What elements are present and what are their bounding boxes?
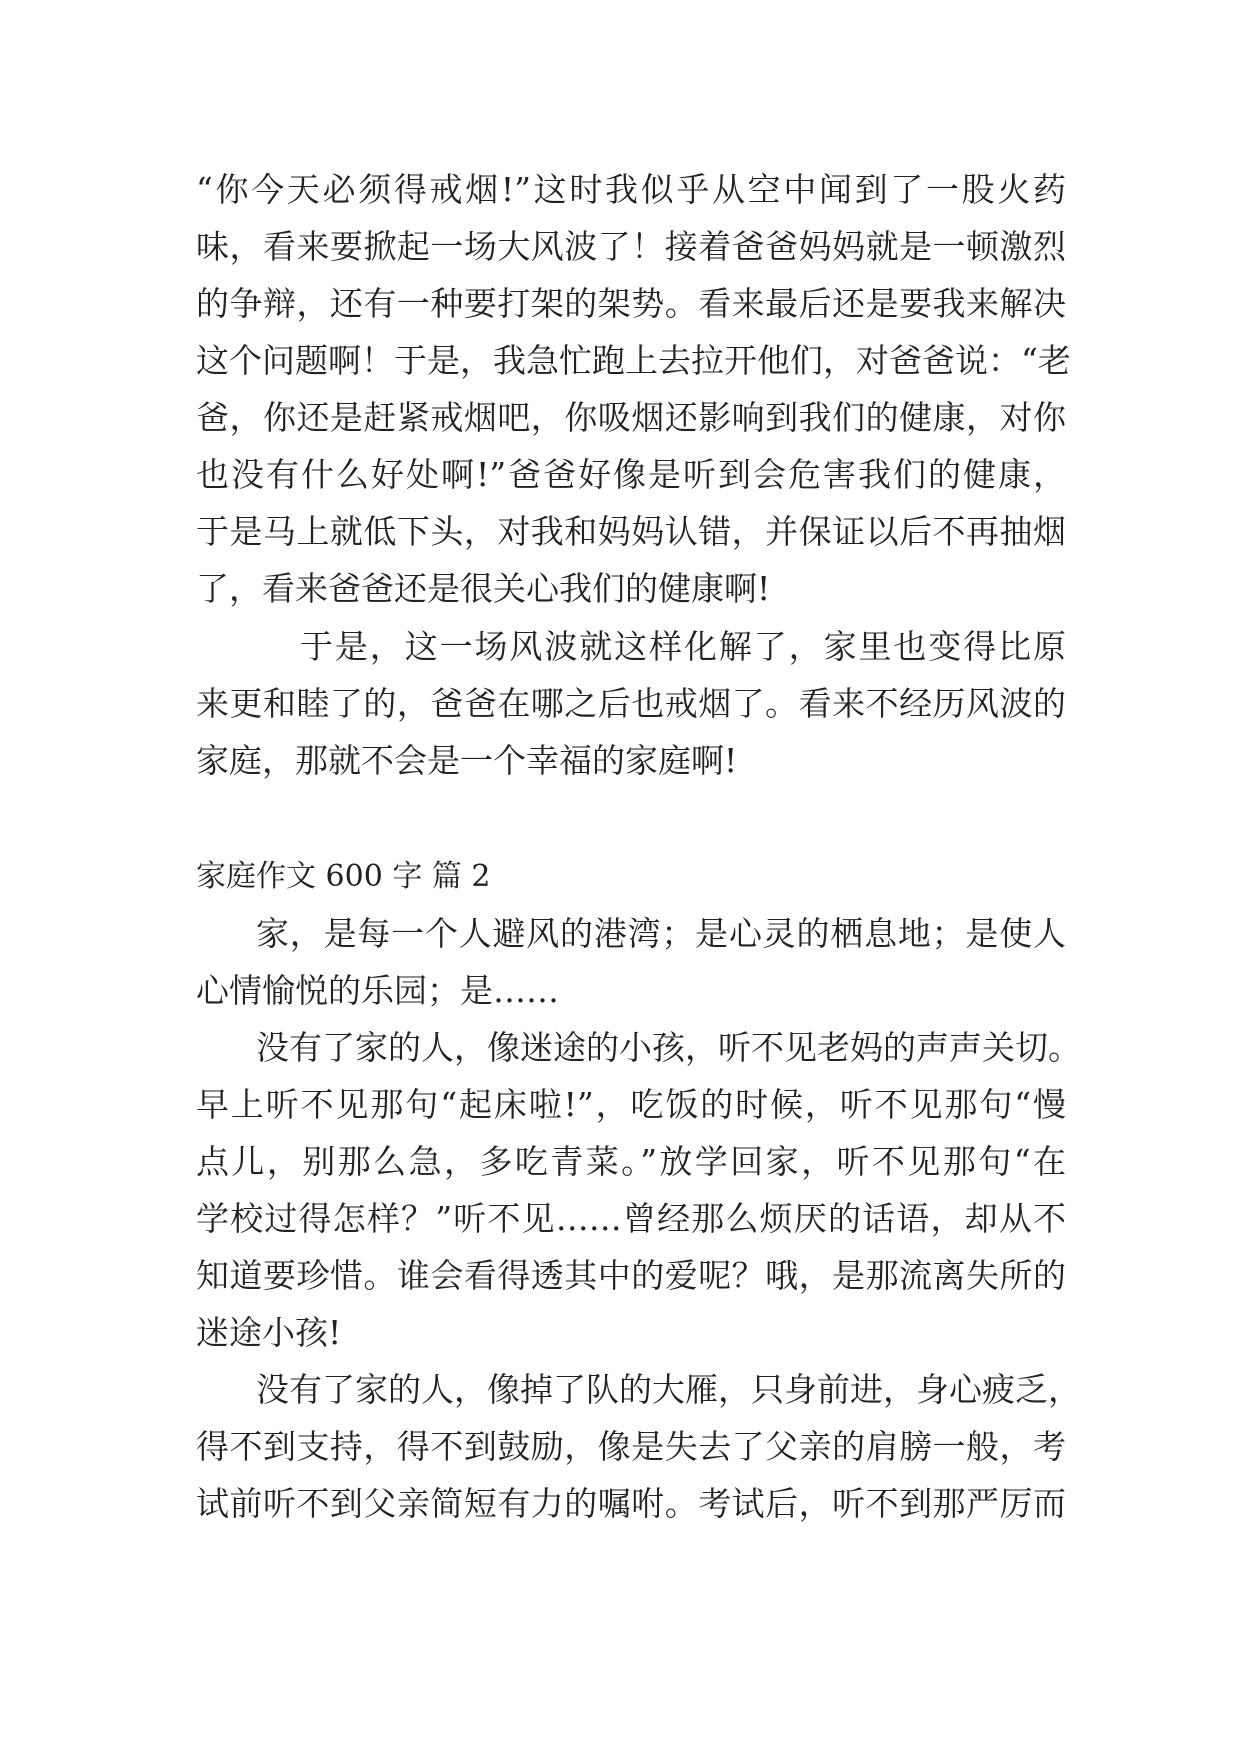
paragraph-line: 知道要珍惜。谁会看得透其中的爱呢？哦，是那流离失所的 (196, 1256, 1066, 1295)
paragraph-line: 的争辩，还有一种要打架的架势。看来最后还是要我来解决 (196, 284, 1066, 323)
paragraph-line: 于是马上就低下头，对我和妈妈认错，并保证以后不再抽烟 (196, 512, 1066, 551)
paragraph-line: 学校过得怎样？”听不见……曾经那么烦厌的话语，却从不 (196, 1199, 1066, 1238)
paragraph-line: 没有了家的人，像掉了队的大雁，只身前进，身心疲乏， (256, 1370, 1081, 1409)
paragraph-line: 爸，你还是赶紧戒烟吧，你吸烟还影响到我们的健康，对你 (196, 398, 1066, 437)
paragraph-line: 这个问题啊！于是，我急忙跑上去拉开他们，对爸爸说：“老 (196, 341, 1071, 380)
paragraph-line: 味，看来要掀起一场大风波了！接着爸爸妈妈就是一顿激烈 (196, 227, 1066, 266)
paragraph-line: 试前听不到父亲简短有力的嘱咐。考试后，听不到那严厉而 (196, 1484, 1066, 1523)
section-heading: 家庭作文 600 字 篇 2 (196, 859, 491, 894)
paragraph-line: 来更和睦了的，爸爸在哪之后也戒烟了。看来不经历风波的 (196, 684, 1066, 723)
paragraph-line: 了，看来爸爸还是很关心我们的健康啊! (196, 569, 771, 608)
paragraph-line: 早上听不见那句“起床啦!”，吃饭的时候，听不见那句“慢 (196, 1085, 1066, 1124)
paragraph-line: 得不到支持，得不到鼓励，像是失去了父亲的肩膀一般，考 (196, 1427, 1066, 1466)
paragraph-line: 没有了家的人，像迷途的小孩，听不见老妈的声声关切。 (256, 1028, 1081, 1067)
paragraph-line: 家庭，那就不会是一个幸福的家庭啊! (196, 741, 738, 780)
paragraph-line: 家，是每一个人避风的港湾；是心灵的栖息地；是使人 (256, 914, 1066, 953)
paragraph-line: 于是，这一场风波就这样化解了，家里也变得比原 (300, 627, 1066, 666)
paragraph-line: 点儿，别那么急，多吃青菜。”放学回家，听不见那句“在 (196, 1142, 1066, 1181)
paragraph-line: 心情愉悦的乐园；是…… (196, 971, 559, 1010)
paragraph-line: 也没有什么好处啊!”爸爸好像是听到会危害我们的健康， (196, 455, 1066, 494)
paragraph-line: 迷途小孩! (196, 1313, 342, 1352)
paragraph-line: “你今天必须得戒烟!”这时我似乎从空中闻到了一股火药 (196, 170, 1066, 209)
